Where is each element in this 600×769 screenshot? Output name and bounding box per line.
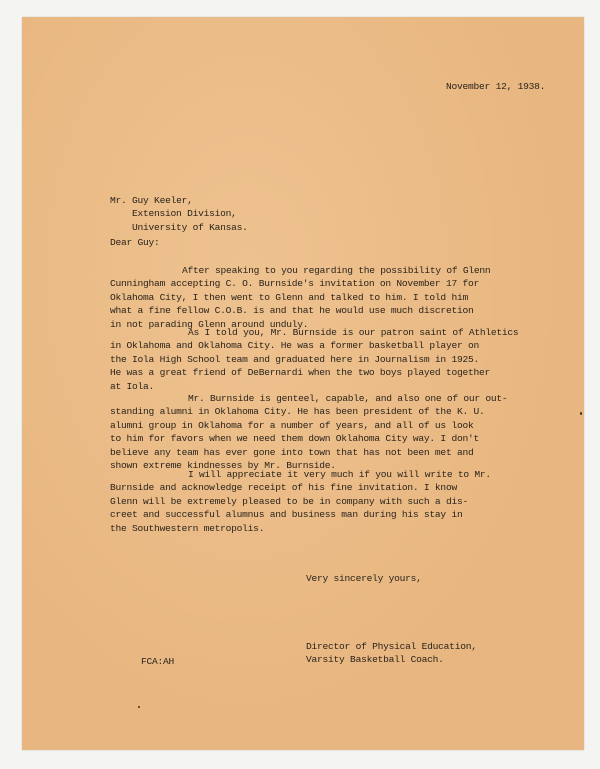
body-line: After speaking to you regarding the possibility of Glenn <box>182 265 491 276</box>
body-paragraph-4 <box>110 468 491 535</box>
body-line: alumni group in Oklahoma for a number of years, and all of us look <box>110 419 474 431</box>
body-line: at Iola. <box>110 380 155 392</box>
body-line: the Southwestern metropolis. <box>110 522 265 534</box>
ink-speck <box>138 706 140 708</box>
body-line: believe any team has ever gone into town that has not been met and <box>110 446 474 458</box>
complimentary-close: Very sincerely yours, <box>306 573 422 584</box>
reference-initials: FCA:AH <box>141 656 175 667</box>
address-line: Mr. Guy Keeler, <box>110 195 193 206</box>
salutation: Dear Guy: <box>110 237 160 248</box>
body-paragraph-2 <box>110 326 518 393</box>
body-line: in not parading Glenn around unduly. <box>110 318 309 330</box>
body-paragraph-3 <box>110 392 507 472</box>
ink-speck <box>580 412 582 415</box>
title-line: Varsity Basketball Coach. <box>306 654 444 666</box>
body-line: Burnside and acknowledge receipt of his fine invitation. I know <box>110 482 457 494</box>
body-line: in Oklahoma and Oklahoma City. He was a former basketball player on <box>110 340 479 352</box>
signature-title <box>306 640 477 667</box>
inside-address <box>110 194 248 234</box>
body-line: Oklahoma City, I then went to Glenn and talked to him. I told him <box>110 291 468 303</box>
body-line: He was a great friend of DeBernardi when the two boys played together <box>110 367 490 379</box>
body-paragraph-1 <box>110 264 490 331</box>
body-line: Cunningham accepting C. O. Burnside's invitation on November 17 for <box>110 278 479 290</box>
body-line: As I told you, Mr. Burnside is our patron saint of Athletics <box>188 327 519 338</box>
body-line: creet and successful alumnus and business man during his stay in <box>110 509 463 521</box>
body-line: Glenn will be extremely pleased to be in company with such a dis- <box>110 495 468 507</box>
body-line: I will appreciate it very much if you will write to Mr. <box>188 469 491 480</box>
body-line: what a fine fellow C.O.B. is and that he would use much discretion <box>110 305 474 317</box>
title-line: Director of Physical Education, <box>306 641 477 652</box>
body-line: the Iola High School team and graduated here in Journalism in 1925. <box>110 353 479 365</box>
body-line: standing alumni in Oklahoma City. He has been president of the K. U. <box>110 406 485 418</box>
body-line: shown extreme kindnesses by Mr. Burnside. <box>110 460 336 472</box>
body-line: to him for favors when we need them down Oklahoma City way. I don't <box>110 433 479 445</box>
letter-date: November 12, 1938. <box>446 81 546 92</box>
body-line: Mr. Burnside is genteel, capable, and also one of our out- <box>188 393 508 404</box>
address-line: University of Kansas. <box>132 221 248 233</box>
address-line: Extension Division, <box>132 208 237 220</box>
